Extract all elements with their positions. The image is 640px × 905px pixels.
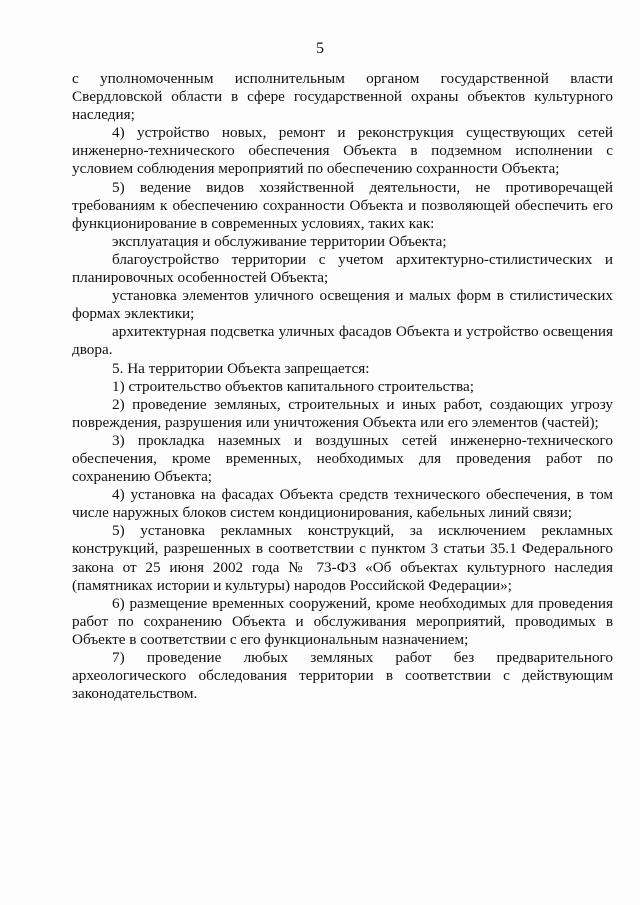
paragraph: 2) проведение земляных, строительных и иных работ, создающих угрозу повреждения, разрушения или уничтожения Объекта или его элементов (частей); [72,395,613,431]
paragraph: установка элементов уличного освещения и малых форм в стилистических формах эклектики; [72,287,613,323]
paragraph: 5) установка рекламных конструкций, за исключением рекламных конструкций, разрешенных в соответствии с пунктом 3 статьи 35.1 Федерального закона от 25 июня 2002 года № 73-ФЗ «Об объектах культурного наследия (памятниках истории и культуры) народов Российской Федерации»; [72,522,613,594]
paragraph: 4) устройство новых, ремонт и реконструкция существующих сетей инженерно-технического обеспечения Объекта в подземном исполнении с условием соблюдения мероприятий по обеспечению сохранности Объекта; [72,124,613,178]
paragraph: 1) строительство объектов капитального строительства; [112,377,474,395]
paragraph: 7) проведение любых земляных работ без предварительного археологического обследования территории в соответствии с действующим законодательством. [72,649,613,703]
section-heading: 5. На территории Объекта запрещается: [112,359,370,377]
paragraph: архитектурная подсветка уличных фасадов Объекта и устройство освещения двора. [72,323,613,359]
paragraph: 5) ведение видов хозяйственной деятельности, не противоречащей требованиям к обеспечению сохранности Объекта и позволяющей обеспечить его функционирование в современных условиях, таких как: [72,178,613,232]
paragraph: с уполномоченным исполнительным органом государственной власти Свердловской области в сфере государственной охраны объектов культурного наследия; [72,70,613,124]
paragraph: 6) размещение временных сооружений, кроме необходимых для проведения работ по сохранению Объекта и обслуживания мероприятий, проводимых в Объекте в соответствии с его функциональным назначением; [72,594,613,648]
paragraph: 3) прокладка наземных и воздушных сетей инженерно-технического обеспечения, кроме временных, необходимых для проведения работ по сохранению Объекта; [72,431,613,486]
page-number: 5 [316,40,324,57]
paragraph: эксплуатация и обслуживание территории Объекта; [112,232,447,250]
paragraph: благоустройство территории с учетом архитектурно-стилистических и планировочных особенностей Объекта; [72,250,613,287]
paragraph: 4) установка на фасадах Объекта средств технического обеспечения, в том числе наружных блоков систем кондиционирования, кабельных линий связи; [72,486,613,522]
document-body [72,70,613,703]
